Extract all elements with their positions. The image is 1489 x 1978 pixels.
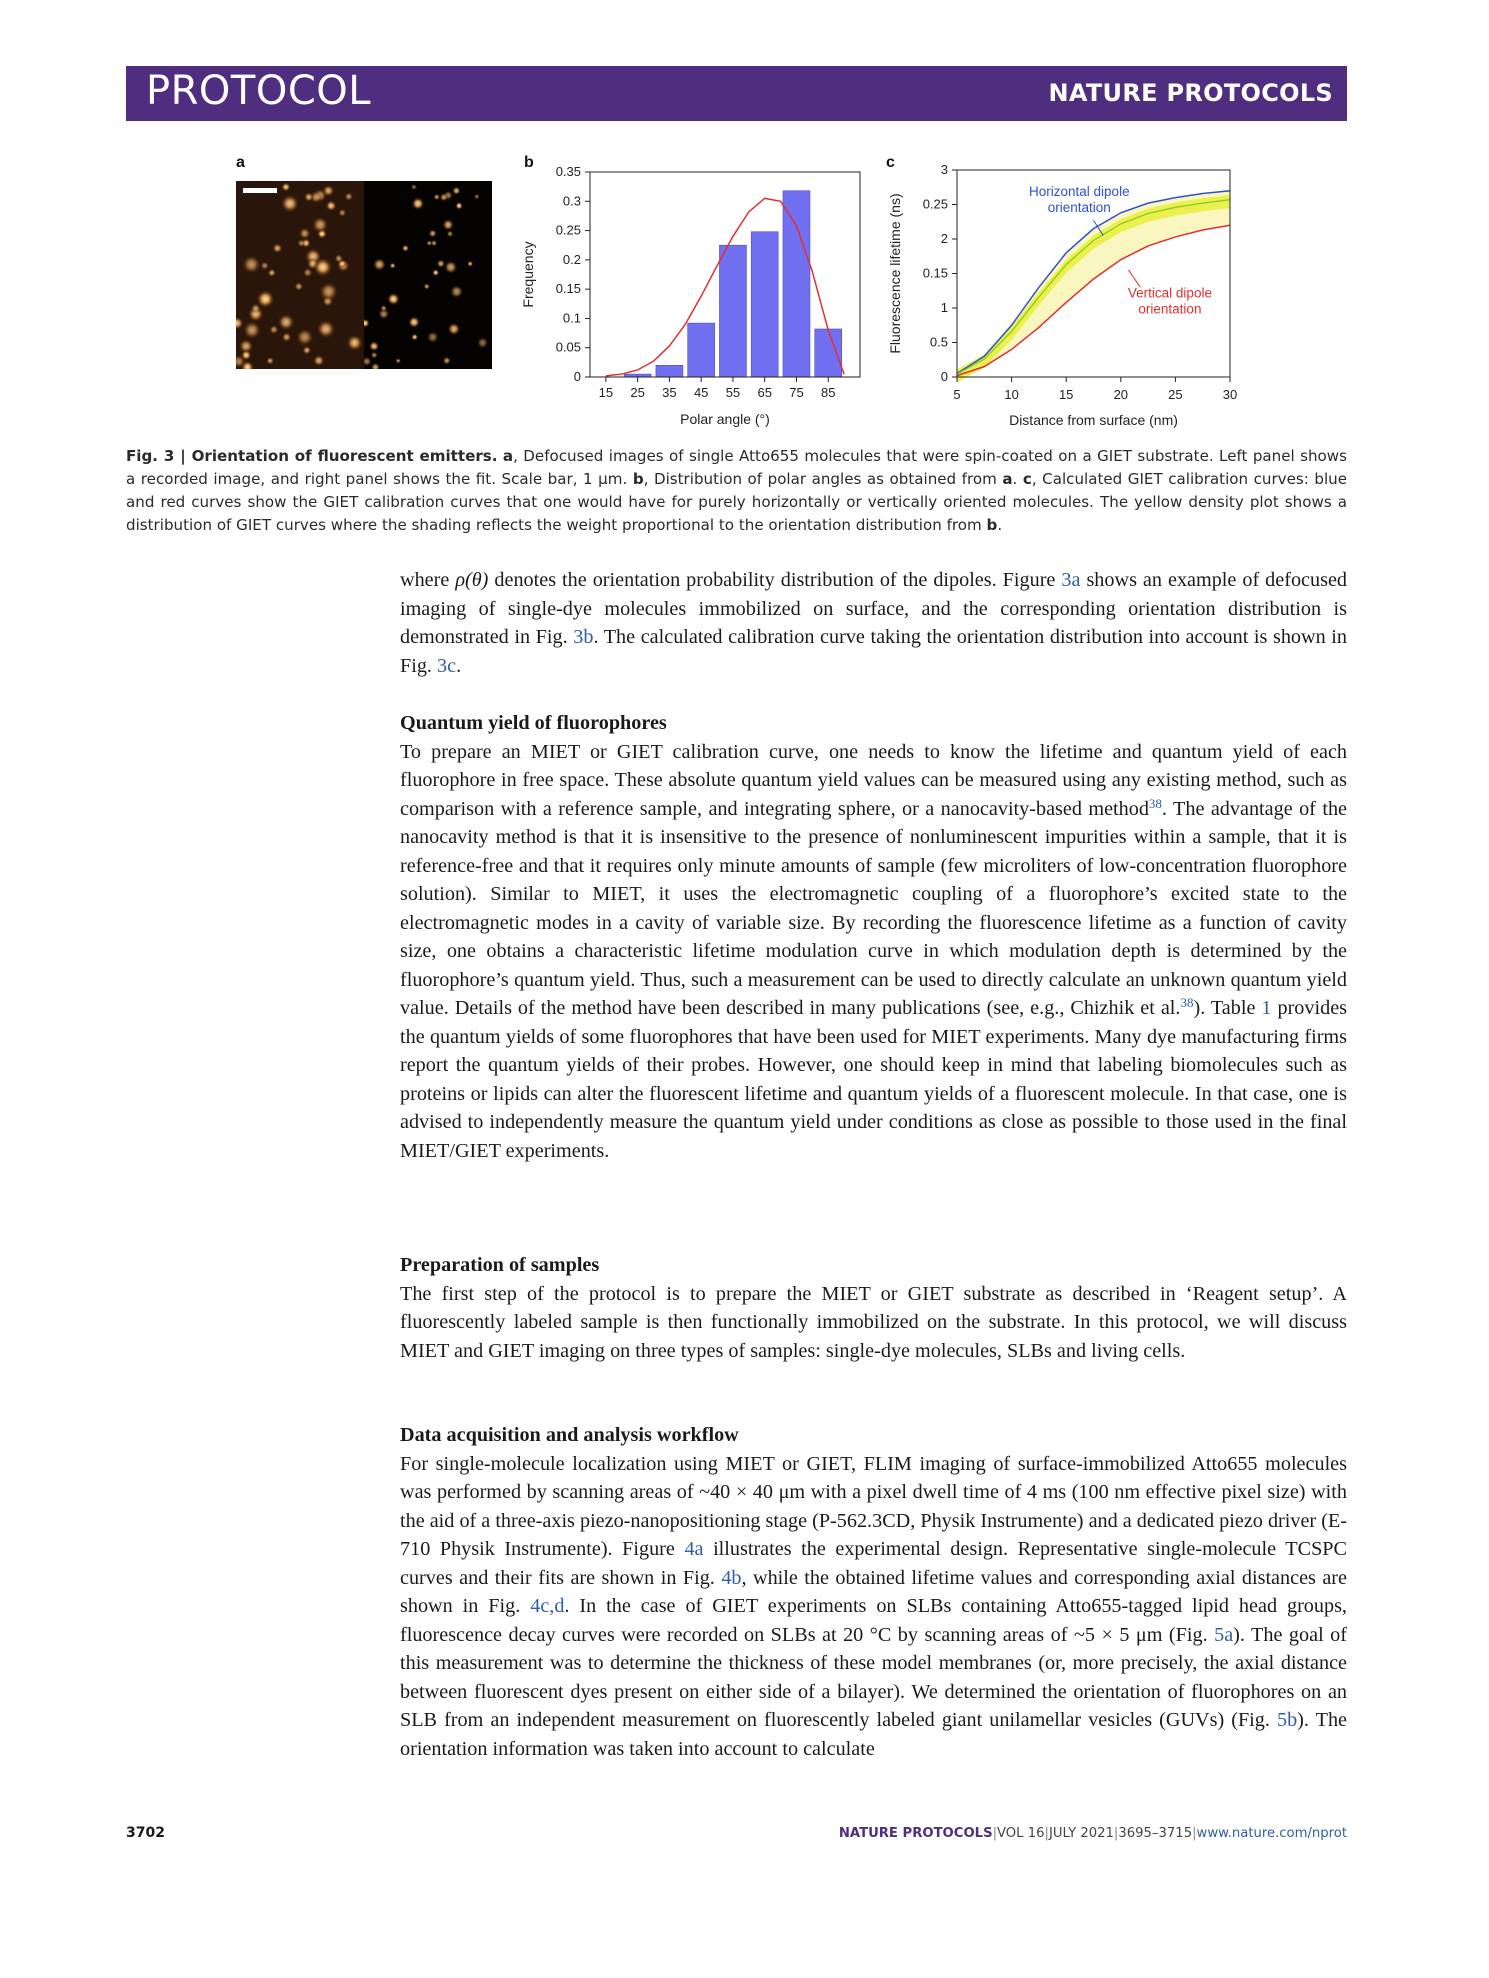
molecule-spot bbox=[316, 320, 335, 339]
fit-spot bbox=[371, 363, 380, 369]
fit-spot bbox=[433, 194, 440, 201]
x-tick-label: 25 bbox=[630, 385, 645, 400]
histogram-bar bbox=[688, 323, 715, 377]
footer-date: JULY 2021 bbox=[1048, 1826, 1114, 1841]
molecule-spot bbox=[344, 192, 353, 201]
vertical-label: Vertical dipole bbox=[1127, 285, 1212, 301]
fit-spot bbox=[387, 293, 400, 306]
histogram-bar bbox=[719, 245, 746, 377]
p2-text-c: ). Table bbox=[1193, 997, 1262, 1019]
histogram-bar bbox=[815, 329, 842, 377]
figure-caption bbox=[126, 445, 1347, 537]
y-tick-label: 0.5 bbox=[929, 334, 948, 350]
fit-spot bbox=[426, 331, 439, 344]
panel-a-letter: a bbox=[236, 154, 245, 171]
journal-label: NATURE PROTOCOLS bbox=[1048, 79, 1333, 107]
fig-3c-link[interactable]: 3c bbox=[437, 654, 457, 677]
horizontal-label: Horizontal dipole bbox=[1029, 184, 1130, 200]
footer-url[interactable]: www.nature.com/nprot bbox=[1196, 1826, 1347, 1841]
ref-38-link-2[interactable]: 38 bbox=[1180, 995, 1194, 1010]
defocused-image-panel bbox=[236, 181, 492, 369]
x-tick-label: 20 bbox=[1113, 387, 1129, 402]
molecule-spot bbox=[282, 332, 292, 342]
y-tick-label: 1 bbox=[940, 300, 948, 315]
fit-spot bbox=[389, 262, 395, 268]
scale-bar bbox=[243, 188, 277, 193]
header-band bbox=[126, 66, 1347, 121]
molecule-spot bbox=[312, 216, 329, 233]
y-tick-label: 0.3 bbox=[562, 193, 581, 209]
fit-spot bbox=[411, 184, 418, 191]
fit-spot bbox=[439, 193, 448, 202]
fit-spot bbox=[447, 322, 460, 335]
y-tick-label: 3 bbox=[940, 162, 948, 177]
molecule-spot bbox=[319, 282, 339, 302]
footer-sep-3: | bbox=[1113, 1826, 1119, 1841]
page-number: 3702 bbox=[126, 1825, 165, 1841]
heading-data-acquisition: Data acquisition and analysis workflow bbox=[400, 1424, 739, 1446]
y-tick-label: 2 bbox=[940, 231, 948, 246]
p2-text-b: . The advantage of the nanocavity method is that it is insensitive to the presence of nonluminescent impurities within a sample, that it is reference-free and that it requires only minute amounts of sample (few microliters of low-concentration fluorophore solution). Similar to MIET, it uses the electromagnetic coupling of a fluorophore’s excited state to the electromagnetic modes in a cavity of variable size. By recording the fluorescence lifetime as a function of cavity size, one obtains a characteristic lifetime modulation curve in which modulation depth is determined by the fluorophore’s quantum yield. Thus, such a measurement can be used to directly calculate an unknown quantum yield value. Details of the method have been described in many publications (see, e.g., Chizhik et al. bbox=[400, 797, 1347, 1019]
fit-spot bbox=[444, 260, 458, 274]
heading-preparation: Preparation of samples bbox=[400, 1254, 600, 1276]
y-axis-label: Frequency bbox=[520, 241, 536, 308]
molecule-spot bbox=[313, 257, 333, 277]
x-tick-label: 15 bbox=[598, 385, 614, 400]
caption-c-letter: c bbox=[1022, 470, 1032, 488]
fig-3a-link[interactable]: 3a bbox=[1061, 569, 1081, 591]
molecule-spot bbox=[334, 254, 343, 263]
molecule-spot bbox=[299, 227, 311, 239]
molecule-spot bbox=[266, 357, 274, 365]
fit-spot bbox=[428, 229, 436, 237]
y-tick-label: 0.05 bbox=[555, 339, 581, 355]
molecule-spot bbox=[260, 261, 269, 270]
table-1-link[interactable]: 1 bbox=[1261, 997, 1272, 1019]
x-tick-label: 15 bbox=[1058, 387, 1074, 402]
y-tick-label: 0.15 bbox=[922, 265, 948, 281]
fit-spot bbox=[370, 351, 378, 359]
caption-c-end: . bbox=[997, 516, 1003, 534]
section-label: PROTOCOL bbox=[146, 68, 372, 114]
footer-volume: VOL 16 bbox=[997, 1826, 1045, 1841]
molecule-spot bbox=[338, 208, 346, 216]
p1-text-d: . The calculated calibration curve taking the orientation distribution into account is shown in Fig. bbox=[400, 626, 1348, 677]
molecule-spot bbox=[243, 321, 262, 340]
fit-image-spots bbox=[364, 181, 492, 369]
y-tick-label: 0.35 bbox=[555, 164, 581, 179]
panel-b-letter: b bbox=[524, 154, 534, 171]
fit-spot bbox=[443, 356, 451, 364]
molecule-spot bbox=[267, 268, 276, 277]
fit-spot bbox=[432, 269, 439, 276]
fig-4cd-link[interactable]: 4c,d bbox=[530, 1595, 565, 1617]
p4-text-a: For single-molecule localization using MIET or GIET, FLIM imaging of surface-immobilized Atto655 molecules was performed by scanning areas of ~40 × 40 μm with a pixel dwell time of 4 ms (100 nm effective pixel size) with the aid of a three-axis piezo-nanopositioning stage (P-562.3CD, Physik Instrumente) and a dedicated piezo driver (E-710 Physik Instrumente). Figure bbox=[400, 1452, 1347, 1560]
x-tick-label: 45 bbox=[693, 385, 709, 400]
footer-sep-2: | bbox=[1044, 1826, 1049, 1841]
molecule-spot bbox=[294, 282, 303, 291]
ref-38-link[interactable]: 38 bbox=[1148, 795, 1162, 811]
fit-spot bbox=[474, 193, 480, 199]
x-axis-label: Distance from surface (nm) bbox=[1009, 412, 1178, 428]
molecule-spot bbox=[322, 185, 334, 197]
caption-a-letter: a bbox=[502, 447, 514, 465]
fit-spot bbox=[477, 337, 489, 349]
molecule-spot bbox=[277, 313, 294, 330]
molecule-spot bbox=[256, 290, 275, 309]
x-tick-label: 55 bbox=[725, 385, 741, 400]
fit-spot bbox=[369, 341, 380, 352]
vertical-label: orientation bbox=[1138, 301, 1202, 317]
y-tick-label: 0 bbox=[573, 369, 581, 384]
molecule-spot bbox=[281, 182, 291, 192]
paragraph-orientation bbox=[400, 566, 1347, 680]
molecule-spot bbox=[325, 200, 336, 211]
p4-text-e: ). The goal of this measurement was to determine the thickness of these model membranes (or, more precisely, the axial distance between fluorescent dyes present on either side of a bilayer). We determined the orientation of fluorophores on an SLB from an independent measurement on fluorescently labeled giant unilamellar vesicles (GUVs) (Fig. bbox=[400, 1623, 1347, 1731]
histogram-bar bbox=[783, 191, 810, 377]
section-preparation bbox=[400, 1251, 1347, 1365]
section-data-acquisition bbox=[400, 1421, 1347, 1763]
p1-text-e: . bbox=[456, 654, 462, 677]
fit-spot bbox=[364, 318, 370, 327]
x-tick-label: 35 bbox=[662, 385, 677, 400]
caption-a-text: , Defocused images of single Atto655 molecules that were spin-coated on a GIET substrate. Left panel shows a recorded image, and right panel shows the fit. Scale bar, 1 μm. bbox=[126, 447, 1347, 488]
histogram-bar bbox=[751, 232, 778, 377]
fit-spot bbox=[446, 230, 453, 237]
molecule-spot bbox=[242, 255, 261, 274]
y-tick-label: 0 bbox=[940, 369, 948, 384]
caption-c-text: , Calculated GIET calibration curves: blue and red curves show the GIET calibration curves that one would have for purely horizontally or vertically oriented molecules. The yellow density plot shows a distribution of GIET curves where the shading reflects the weight proportional to the orientation distribution from bbox=[126, 470, 1348, 534]
x-tick-label: 30 bbox=[1222, 387, 1238, 402]
p4-text-c: , while the obtained lifetime values and corresponding axial distances are shown in Fig. bbox=[400, 1566, 1347, 1617]
footer-sep-1: | bbox=[992, 1826, 998, 1841]
rho-symbol: ρ(θ) bbox=[455, 569, 489, 591]
panel-c-letter: c bbox=[886, 154, 895, 171]
p4-text-b: illustrates the experimental design. Representative single-molecule TCSPC curves and their fits are shown in Fig. bbox=[400, 1538, 1347, 1589]
molecule-spot bbox=[313, 355, 325, 367]
p4-text-d: . In the case of GIET experiments on SLBs containing Atto655-tagged lipid head groups, fluorescence decay curves were recorded on SLBs at 20 °C by scanning areas of ~5 × 5 μm (Fig. bbox=[400, 1595, 1347, 1646]
histogram-bar bbox=[656, 365, 683, 377]
molecule-spot bbox=[272, 243, 283, 254]
p2-text-a: To prepare an MIET or GIET calibration curve, one needs to know the lifetime and quantum yield of each fluorophore in free space. These absolute quantum yield values can be measured using any existing method, such as comparison with a reference sample, and integrating sphere, or a nanocavity-based method bbox=[400, 740, 1347, 820]
caption-b-end: . bbox=[1012, 470, 1023, 488]
footer-citation bbox=[839, 1826, 1347, 1841]
recorded-image bbox=[236, 181, 364, 369]
heading-quantum-yield: Quantum yield of fluorophores bbox=[400, 712, 667, 734]
p1-text-b: denotes the orientation probability distribution of the dipoles. Figure bbox=[488, 569, 1062, 591]
x-tick-label: 85 bbox=[821, 385, 836, 400]
p4-text-f: ). The orientation information was taken into account to calculate bbox=[400, 1709, 1348, 1760]
molecule-spot bbox=[281, 194, 300, 213]
y-tick-label: 0.15 bbox=[555, 281, 581, 297]
p1-text-c: shows an example of defocused imaging of single-dye molecules immobilized on surface, and the corresponding orientation distribution is demonstrated in Fig. bbox=[400, 569, 1348, 648]
p3-text: The first step of the protocol is to prepare the MIET or GIET substrate as described in ‘Reagent setup’. A fluorescently labeled sample is then functionally immobilized on the substrate. In this protocol, we will discuss MIET and GIET imaging on three types of samples: single-dye molecules, SLBs and living cells. bbox=[400, 1282, 1347, 1362]
x-axis-label: Polar angle (°) bbox=[680, 411, 770, 427]
footer-pages: 3695–3715 bbox=[1118, 1826, 1193, 1841]
footer-sep-4: | bbox=[1192, 1826, 1197, 1841]
molecule-spot bbox=[296, 328, 314, 346]
molecule-spot bbox=[269, 325, 279, 335]
fit-spot bbox=[411, 334, 418, 341]
fit-spot bbox=[450, 285, 464, 299]
molecule-spot bbox=[304, 192, 314, 202]
y-tick-label: 0.25 bbox=[555, 222, 581, 238]
caption-c-ref: b bbox=[986, 516, 998, 534]
x-tick-label: 65 bbox=[757, 385, 772, 400]
fit-spot bbox=[452, 186, 461, 195]
x-tick-label: 25 bbox=[1168, 387, 1183, 402]
caption-b-ref: a bbox=[1002, 470, 1013, 488]
horizontal-label: orientation bbox=[1047, 200, 1111, 216]
polar-angle-histogram bbox=[515, 160, 875, 435]
fig-4b-link[interactable]: 4b bbox=[721, 1566, 742, 1589]
fit-spot bbox=[455, 202, 463, 210]
x-tick-label: 10 bbox=[1004, 387, 1019, 402]
recorded-image-spots bbox=[236, 181, 364, 369]
x-tick-label: 5 bbox=[953, 387, 961, 402]
fit-spot bbox=[436, 259, 445, 268]
molecule-spot bbox=[346, 334, 363, 351]
y-axis-label: Fluorescence lifetime (ns) bbox=[887, 193, 903, 354]
p2-text-d: provides the quantum yields of some fluorophores that have been used for MIET experiments. Many dye manufacturing firms report the quantum yields of their probes. However, one should keep in mind that labeling biomolecules such as proteins or lipids can alter the fluorescent lifetime and quantum yields of a fluorescent molecule. In that case, one is advised to independently measure the quantum yield under conditions as close as possible to those used in the final MIET/GIET experiments. bbox=[400, 997, 1348, 1162]
fit-spot bbox=[442, 219, 454, 231]
fit-image bbox=[364, 181, 492, 369]
y-tick-label: 0.2 bbox=[562, 251, 581, 267]
fit-spot bbox=[402, 245, 409, 252]
p1-text-a: where bbox=[400, 569, 456, 591]
caption-b-text: , Distribution of polar angles as obtained from bbox=[643, 470, 1003, 488]
section-quantum-yield bbox=[400, 709, 1347, 1165]
x-tick-label: 75 bbox=[789, 385, 804, 400]
fig-5b-link[interactable]: 5b bbox=[1276, 1709, 1298, 1731]
fit-spot bbox=[373, 258, 387, 272]
molecule-spot bbox=[302, 346, 311, 355]
giet-calibration-chart bbox=[880, 160, 1240, 435]
fig-4a-link[interactable]: 4a bbox=[684, 1538, 704, 1560]
fig-5a-link[interactable]: 5a bbox=[1214, 1623, 1234, 1646]
fit-spot bbox=[408, 316, 420, 328]
y-tick-label: 0.1 bbox=[562, 310, 581, 326]
molecule-spot bbox=[236, 316, 244, 329]
fit-spot bbox=[423, 283, 430, 290]
fit-spot bbox=[395, 358, 401, 364]
y-tick-label: 0.25 bbox=[922, 196, 948, 212]
fit-spot bbox=[380, 305, 387, 312]
fit-spot bbox=[411, 197, 424, 210]
caption-b-letter: b bbox=[632, 470, 644, 488]
fit-spot bbox=[467, 261, 473, 267]
fit-spot bbox=[364, 356, 372, 366]
fit-spot bbox=[426, 240, 432, 246]
caption-label: Fig. 3 | Orientation of fluorescent emitters. bbox=[126, 447, 498, 465]
footer-journal: NATURE PROTOCOLS bbox=[838, 1826, 993, 1841]
molecule-spot bbox=[297, 239, 305, 247]
fig-3b-link[interactable]: 3b bbox=[573, 626, 594, 648]
